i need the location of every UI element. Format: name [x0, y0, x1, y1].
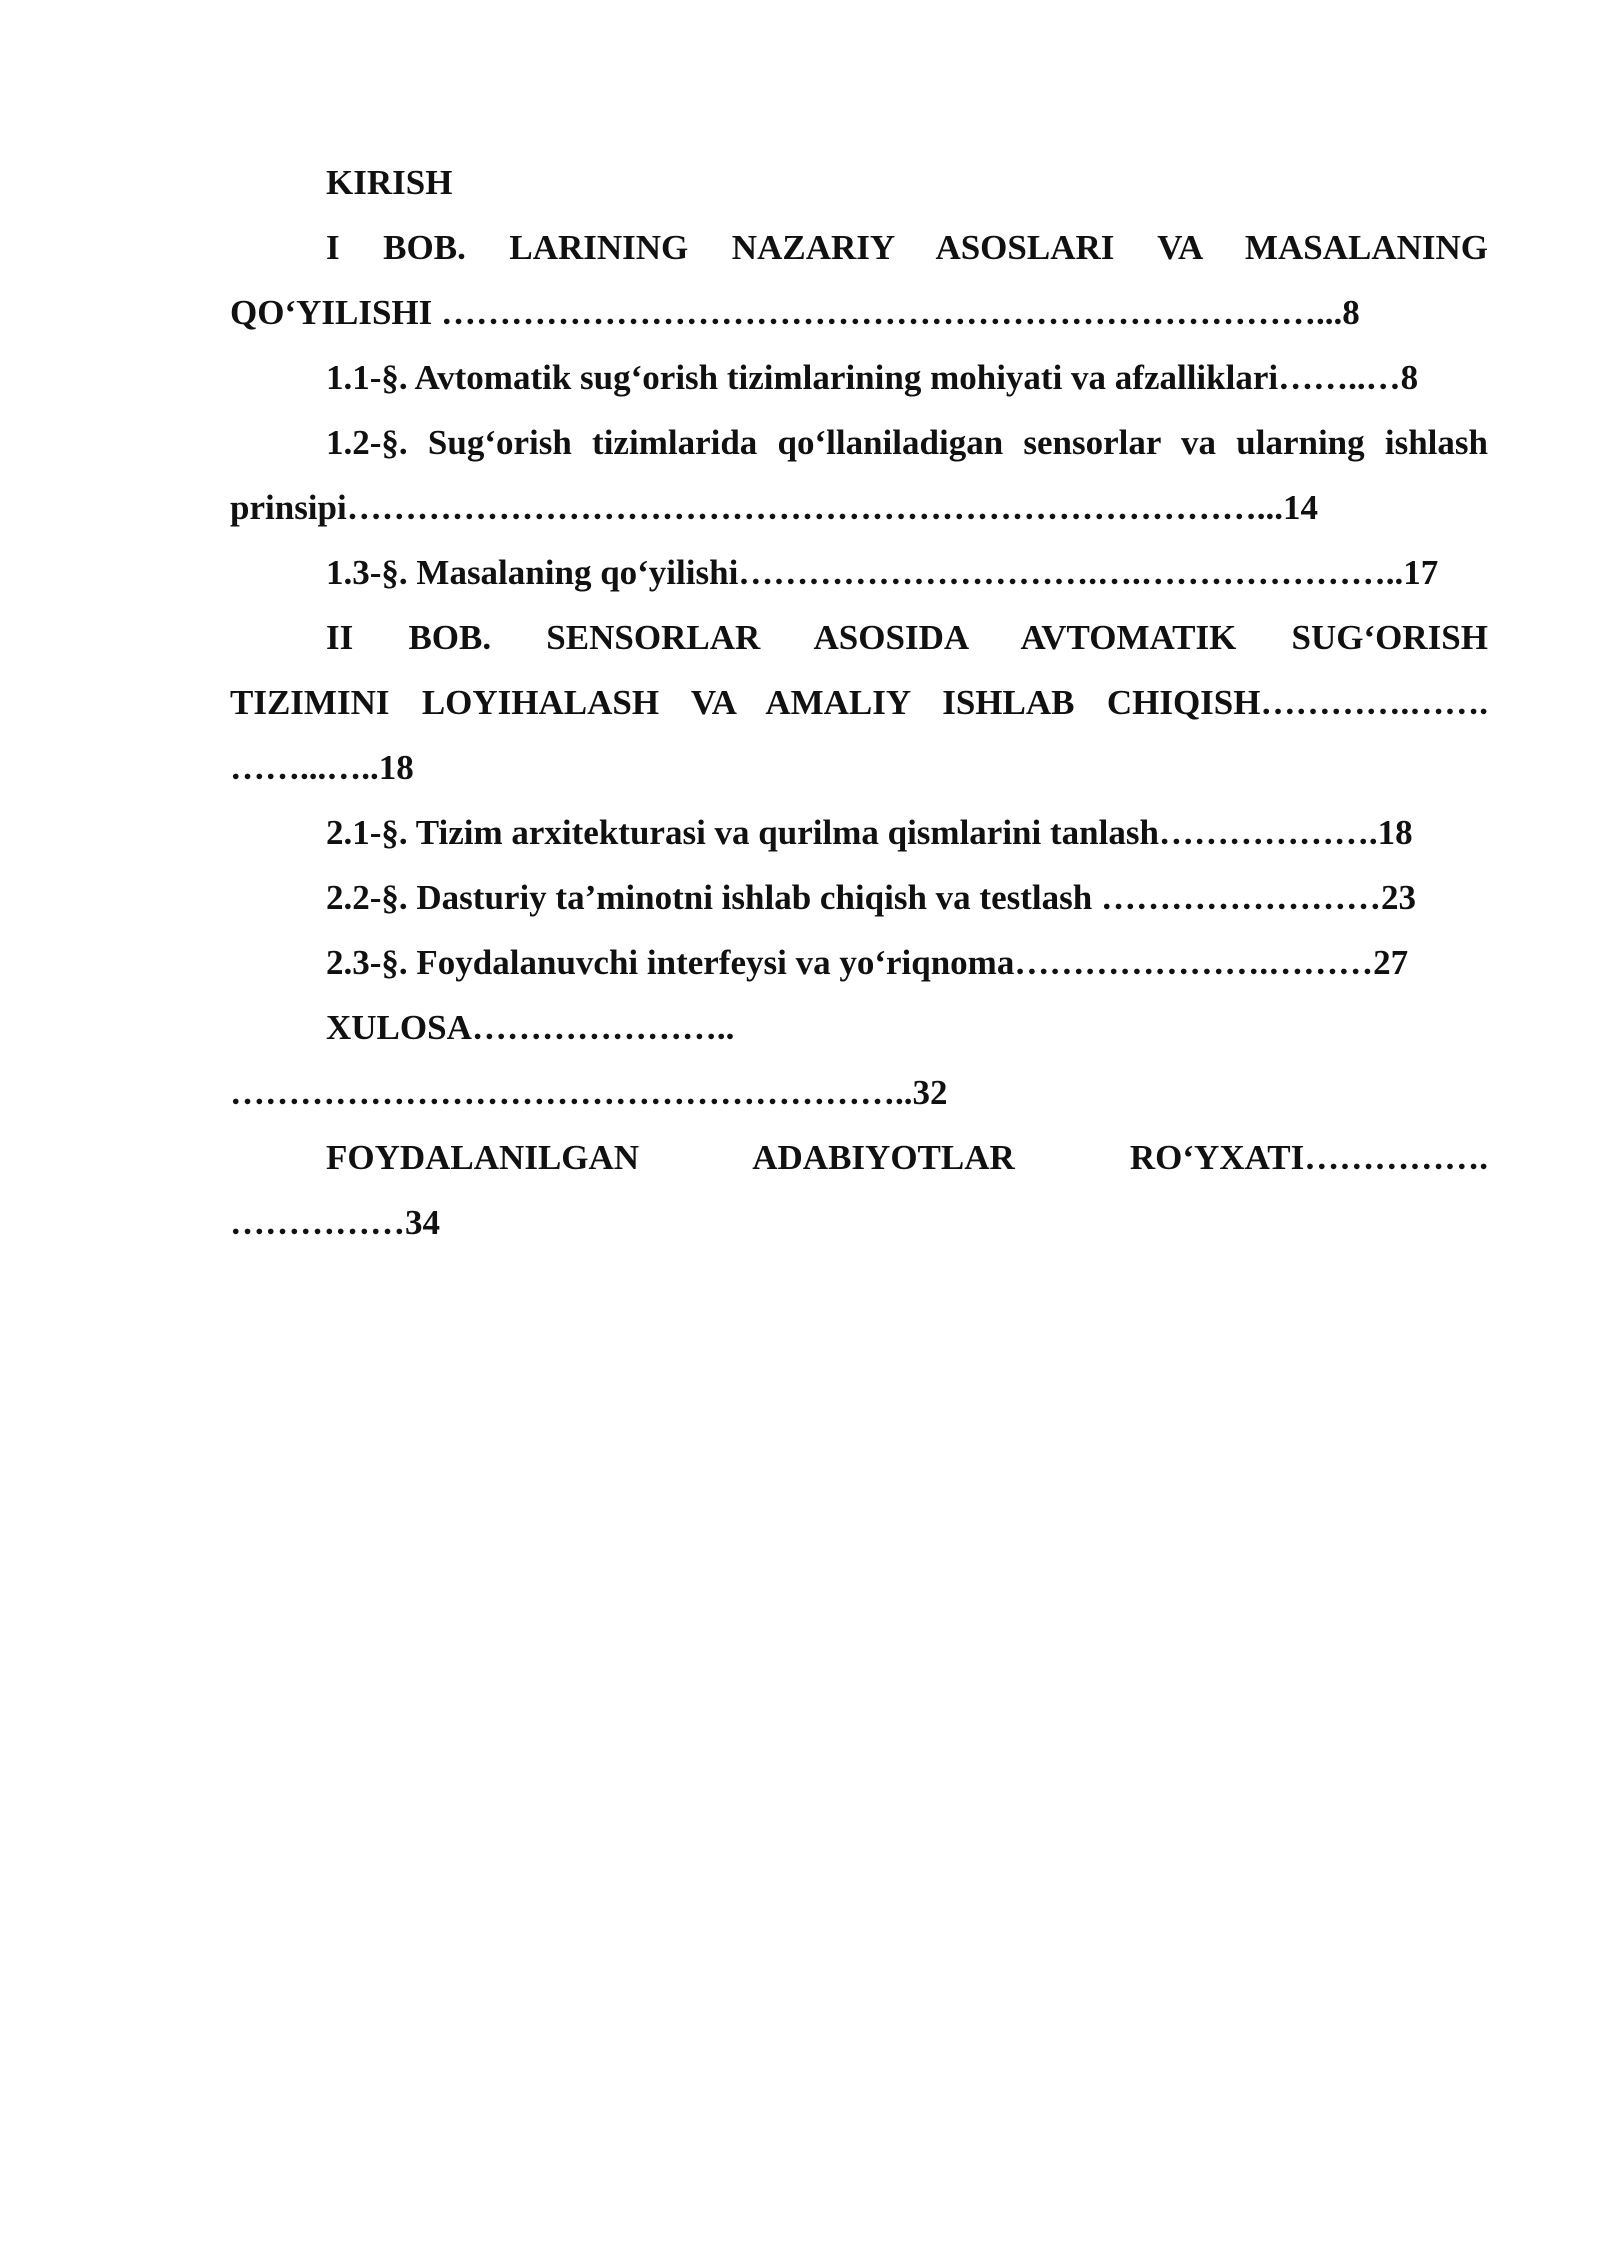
toc-line-section-1-2: 1.2-§. Sug‘orish tizimlarida qo‘llaniladigan sensorlar va ularning ishlash — [326, 423, 1488, 462]
toc-line-chapter-2-title-cont: TIZIMINI LOYIHALASH VA AMALIY ISHLAB CHIQISH………….……. — [230, 683, 1488, 722]
toc-line-xulosa-page: …………………………………………………..32 — [230, 1073, 948, 1112]
table-of-contents — [230, 150, 1488, 1255]
toc-line-section-2-2: 2.2-§. Dasturiy ta’minotni ishlab chiqish va testlash ……………………23 — [326, 878, 1416, 917]
toc-line-chapter-2-page: ……...…..18 — [230, 748, 414, 787]
toc-line-section-2-1: 2.1-§. Tizim arxitekturasi va qurilma qismlarini tanlash……………….18 — [326, 813, 1413, 852]
toc-line-chapter-2-title: II BOB. SENSORLAR ASOSIDA AVTOMATIK SUG‘ORISH — [326, 618, 1488, 657]
toc-line-section-1-3: 1.3-§. Masalaning qo‘yilishi………………………….….…………………..17 — [326, 553, 1439, 592]
toc-line-section-1-1: 1.1-§. Avtomatik sug‘orish tizimlarining mohiyati va afzalliklari……..…8 — [326, 358, 1419, 397]
toc-line-kirish: KIRISH — [326, 163, 453, 202]
toc-line-references-page: ……………34 — [230, 1203, 440, 1242]
toc-line-chapter-1-title-cont: QO‘YILISHI …………………………………………………………………...8 — [230, 293, 1360, 332]
toc-line-section-1-2-cont: prinsipi……………………………………………………………………...14 — [230, 488, 1318, 527]
toc-line-section-2-3: 2.3-§. Foydalanuvchi interfeysi va yo‘riqnoma………………….………27 — [326, 943, 1409, 982]
toc-line-xulosa: XULOSA………………….. — [326, 1008, 735, 1047]
toc-line-chapter-1-title: I BOB. LARINING NAZARIY ASOSLARI VA MASALANING — [326, 228, 1488, 267]
toc-line-references: FOYDALANILGAN ADABIYOTLAR RO‘YXATI……………. — [326, 1138, 1488, 1177]
